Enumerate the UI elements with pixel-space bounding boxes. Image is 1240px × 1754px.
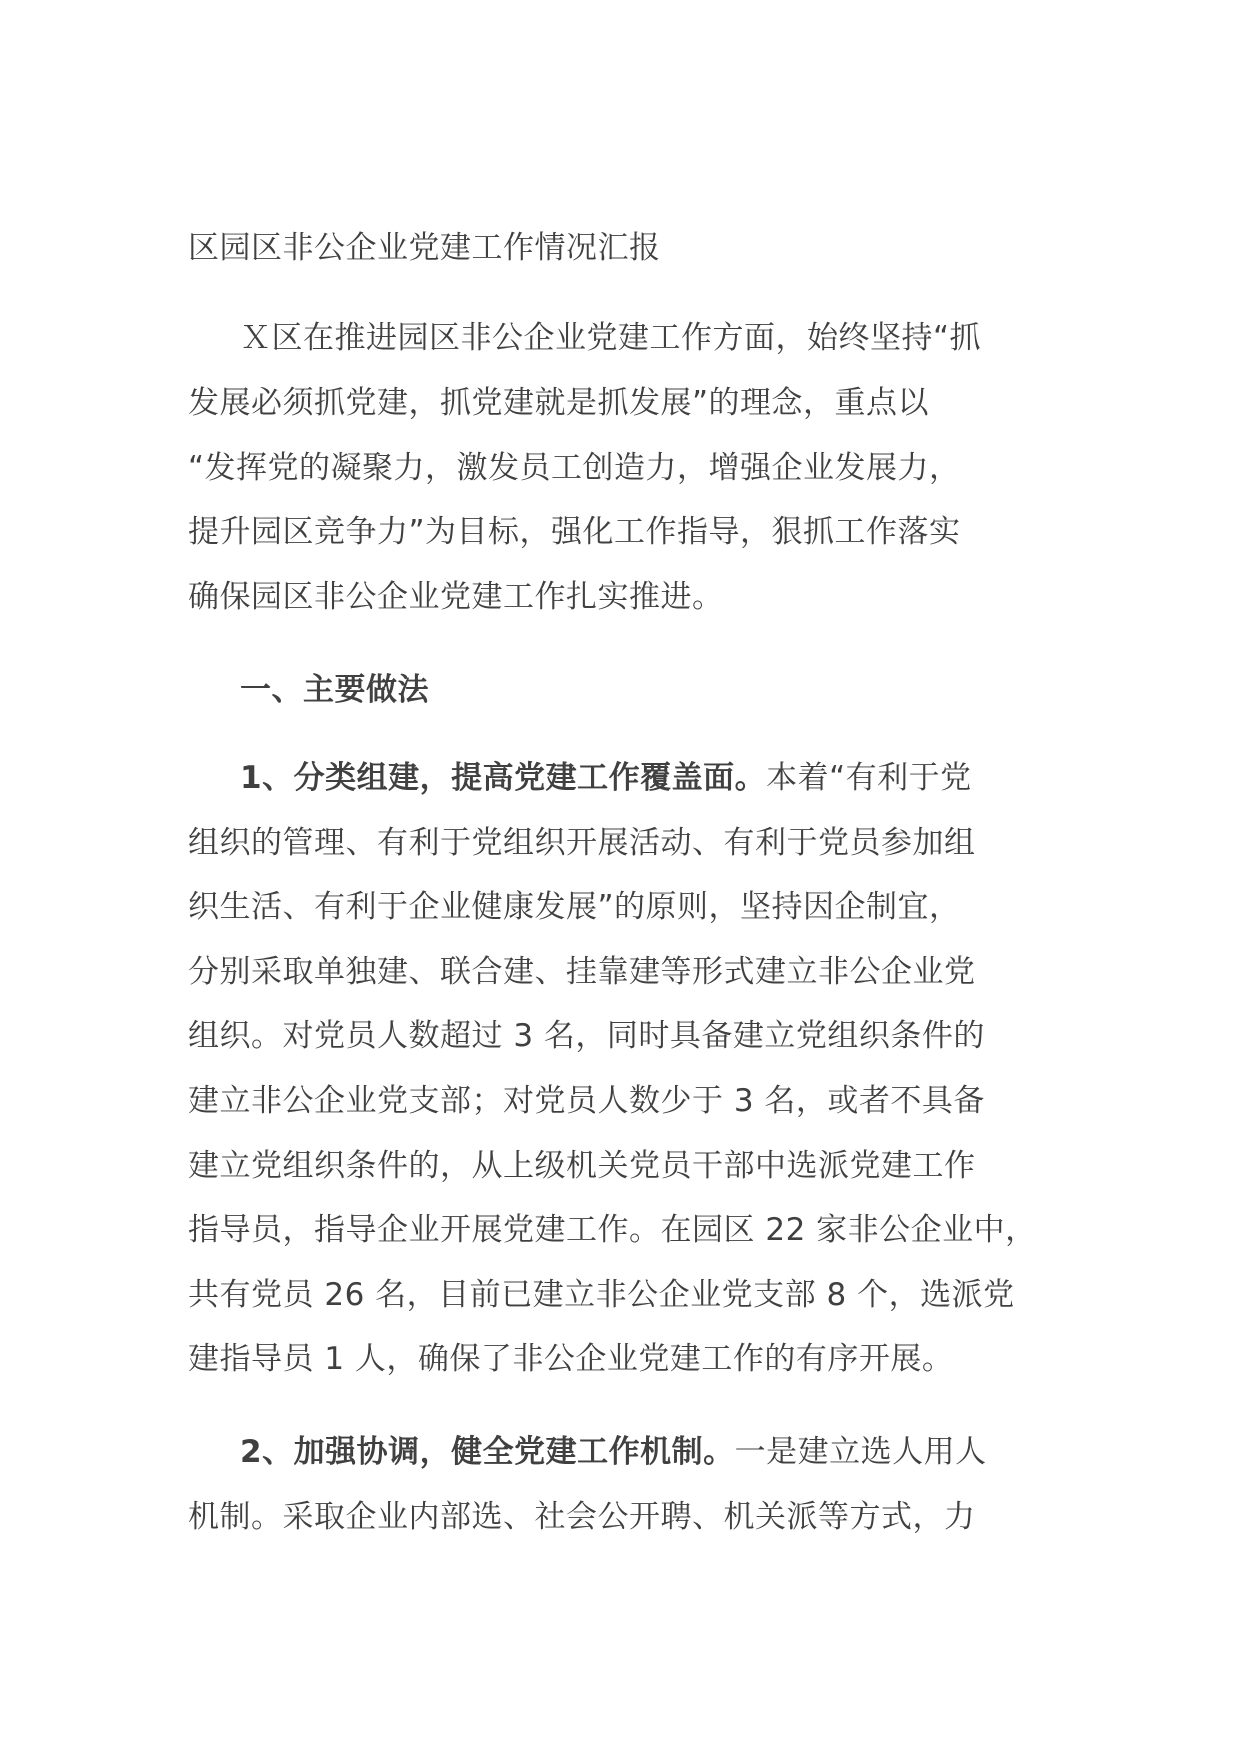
intro-line: 发展必须抓党建，抓党建就是抓发展”的理念，重点以 xyxy=(188,385,930,421)
item1-line: 建立党组织条件的，从上级机关党员干部中选派党建工作 xyxy=(188,1148,976,1184)
item2-lead-line xyxy=(188,1432,987,1472)
item1-line: 指导员，指导企业开展党建工作。在园区 22 家非公企业中， xyxy=(188,1212,1037,1248)
intro-line: Ｘ区在推进园区非公企业党建工作方面，始终坚持“抓 xyxy=(240,320,982,356)
document-title: 区园区非公企业党建工作情况汇报 xyxy=(188,230,661,266)
section-heading: 一、主要做法 xyxy=(240,672,429,708)
item1-line: 建指导员 1 人，确保了非公企业党建工作的有序开展。 xyxy=(188,1341,954,1377)
item2-lead-text: 一是建立选人用人 xyxy=(734,1434,987,1470)
item1-lead-text: 本着“有利于党 xyxy=(766,760,972,796)
item1-heading: 1、分类组建，提高党建工作覆盖面。 xyxy=(240,760,767,796)
item2-heading: 2、加强协调，健全党建工作机制。 xyxy=(240,1434,735,1470)
item2-line: 机制。采取企业内部选、社会公开聘、机关派等方式，力 xyxy=(188,1499,976,1535)
intro-line: “发挥党的凝聚力，激发员工创造力，增强企业发展力， xyxy=(188,450,961,486)
item1-line: 共有党员 26 名，目前已建立非公企业党支部 8 个，选派党 xyxy=(188,1277,1015,1313)
item1-line: 织生活、有利于企业健康发展”的原则，坚持因企制宜， xyxy=(188,889,961,925)
intro-line: 提升园区竞争力”为目标，强化工作指导，狠抓工作落实 xyxy=(188,514,961,550)
intro-line: 确保园区非公企业党建工作扎实推进。 xyxy=(188,579,724,615)
item1-line: 组织的管理、有利于党组织开展活动、有利于党员参加组 xyxy=(188,825,976,861)
item1-line: 分别采取单独建、联合建、挂靠建等形式建立非公企业党 xyxy=(188,954,976,990)
item1-line: 组织。对党员人数超过 3 名，同时具备建立党组织条件的 xyxy=(188,1018,985,1054)
item1-line: 建立非公企业党支部；对党员人数少于 3 名，或者不具备 xyxy=(188,1083,985,1119)
item1-lead-line xyxy=(188,758,972,798)
